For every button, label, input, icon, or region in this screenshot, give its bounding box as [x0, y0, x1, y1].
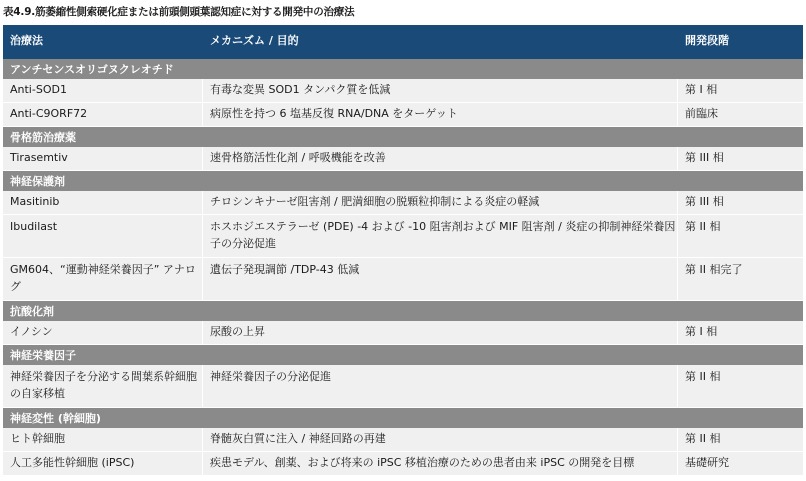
- column-header-therapy: 治療法: [10, 34, 43, 47]
- section-heading: 抗酸化剤: [3, 301, 803, 321]
- section-heading: 神経栄養因子: [3, 345, 803, 365]
- therapy-cell: Masitinib: [3, 191, 203, 214]
- section-heading: 骨格筋治療薬: [3, 127, 803, 147]
- table-row: [3, 79, 803, 103]
- section-heading: 神経保護剤: [3, 171, 803, 191]
- stage-cell: 第 III 相: [685, 195, 724, 208]
- therapy-cell: イノシン: [3, 321, 203, 344]
- section-heading: 神経変性 (幹細胞): [3, 408, 803, 428]
- mechanism-cell: 脊髄灰白質に注入 / 神経回路の再建: [203, 428, 678, 451]
- therapy-cell: Ibudilast: [3, 215, 203, 257]
- table-row: [3, 365, 803, 408]
- stage-cell: 第 III 相: [685, 151, 724, 164]
- mechanism-cell: 遺伝子発現調節 /TDP-43 低減: [203, 258, 678, 300]
- therapy-cell: ヒト幹細胞: [3, 428, 203, 451]
- mechanism-cell: 有毒な変異 SOD1 タンパク質を低減: [203, 79, 678, 102]
- mechanism-cell: 速骨格筋活性化剤 / 呼吸機能を改善: [203, 147, 678, 170]
- stage-cell: 第 I 相: [685, 325, 718, 338]
- mechanism-cell: チロシンキナーゼ阻害剤 / 肥満細胞の脱顆粒抑制による炎症の軽減: [203, 191, 678, 214]
- table-row: [3, 258, 803, 301]
- table-row: [3, 428, 803, 452]
- therapy-cell: 人工多能性幹細胞 (iPSC): [3, 452, 203, 475]
- table-caption: 表4.9.筋萎縮性側索硬化症または前頭側頭葉認知症に対する開発中の治療法: [3, 6, 355, 18]
- stage-cell: 前臨床: [685, 107, 718, 120]
- table-row: [3, 452, 803, 476]
- stage-cell: 第 I 相: [685, 83, 718, 96]
- stage-cell: 第 II 相: [685, 370, 721, 383]
- table-row: [3, 147, 803, 171]
- mechanism-cell: 病原性を持つ 6 塩基反復 RNA/DNA をターゲット: [203, 103, 678, 126]
- stage-cell: 第 II 相完了: [685, 263, 743, 276]
- therapy-cell: Anti-SOD1: [3, 79, 203, 102]
- section-heading: アンチセンスオリゴヌクレオチド: [3, 59, 803, 79]
- table-row: [3, 215, 803, 258]
- therapy-cell: GM604、“運動神経栄養因子” アナログ: [3, 258, 203, 300]
- therapy-cell: 神経栄養因子を分泌する間葉系幹細胞の自家移植: [3, 365, 203, 407]
- table-row: [3, 103, 803, 127]
- column-header-stage: 開発段階: [685, 34, 729, 47]
- table-row: [3, 321, 803, 345]
- mechanism-cell: 尿酸の上昇: [203, 321, 678, 344]
- table-row: [3, 191, 803, 215]
- therapy-cell: Anti-C9ORF72: [3, 103, 203, 126]
- stage-cell: 基礎研究: [685, 456, 729, 469]
- table-header-row: [3, 25, 803, 59]
- therapy-cell: Tirasemtiv: [3, 147, 203, 170]
- mechanism-cell: 疾患モデル、創薬、および将来の iPSC 移植治療のための患者由来 iPSC の開発を目標: [203, 452, 678, 475]
- stage-cell: 第 II 相: [685, 432, 721, 445]
- mechanism-cell: 神経栄養因子の分泌促進: [203, 365, 678, 407]
- stage-cell: 第 II 相: [685, 220, 721, 233]
- mechanism-cell: ホスホジエステラーゼ (PDE) -4 および -10 阻害剤および MIF 阻害剤 / 炎症の抑制神経栄養因子の分泌促進: [203, 215, 678, 257]
- column-header-mechanism: メカニズム / 目的: [210, 34, 299, 47]
- therapy-table: [3, 25, 803, 476]
